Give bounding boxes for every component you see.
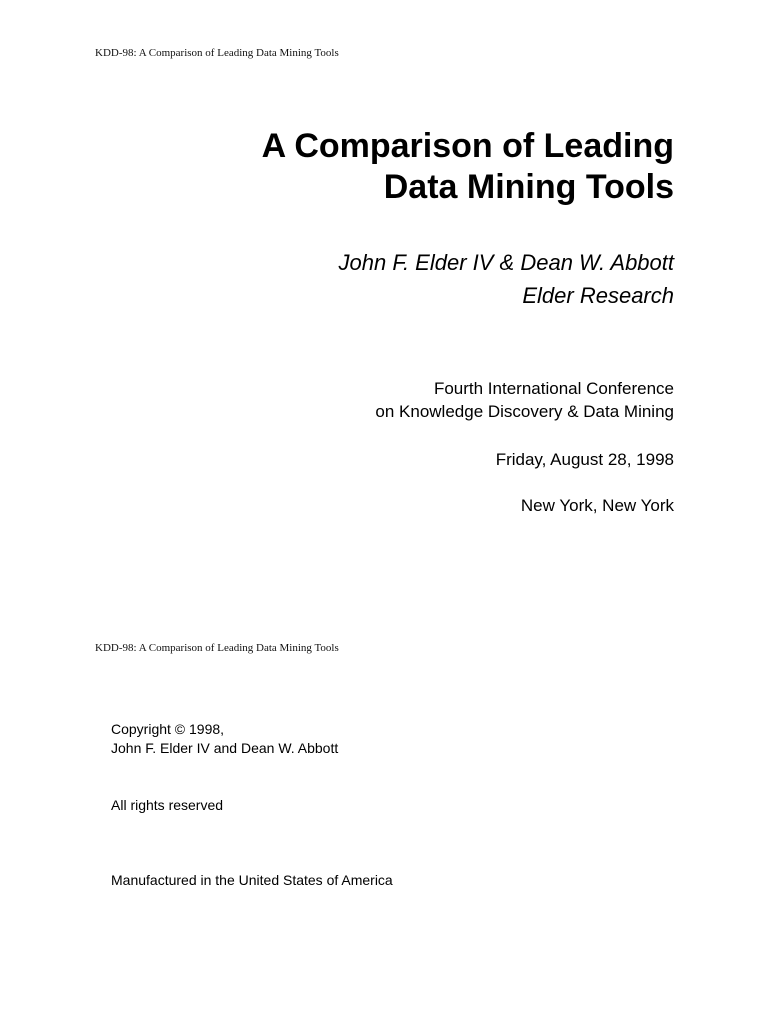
running-header: KDD-98: A Comparison of Leading Data Mining Tools xyxy=(95,642,339,654)
conference-name xyxy=(375,377,674,423)
title-line: Data Mining Tools xyxy=(383,168,674,206)
author-names: John F. Elder IV & Dean W. Abbott xyxy=(338,250,674,275)
document-title xyxy=(262,126,674,208)
running-header: KDD-98: A Comparison of Leading Data Mining Tools xyxy=(95,47,339,59)
conference-line: on Knowledge Discovery & Data Mining xyxy=(375,402,674,421)
copyright-holders: John F. Elder IV and Dean W. Abbott xyxy=(111,740,339,756)
copyright-line: Copyright © 1998, xyxy=(111,721,225,737)
conference-location: New York, New York xyxy=(520,496,674,515)
conference-line: Fourth International Conference xyxy=(433,379,674,398)
author-affiliation: Elder Research xyxy=(522,283,674,308)
authors xyxy=(339,246,674,312)
title-line: A Comparison of Leading xyxy=(261,127,674,165)
manufactured-statement: Manufactured in the United States of America xyxy=(111,872,393,888)
conference-date: Friday, August 28, 1998 xyxy=(495,450,674,469)
rights-statement: All rights reserved xyxy=(111,797,224,813)
copyright-notice xyxy=(111,720,338,758)
